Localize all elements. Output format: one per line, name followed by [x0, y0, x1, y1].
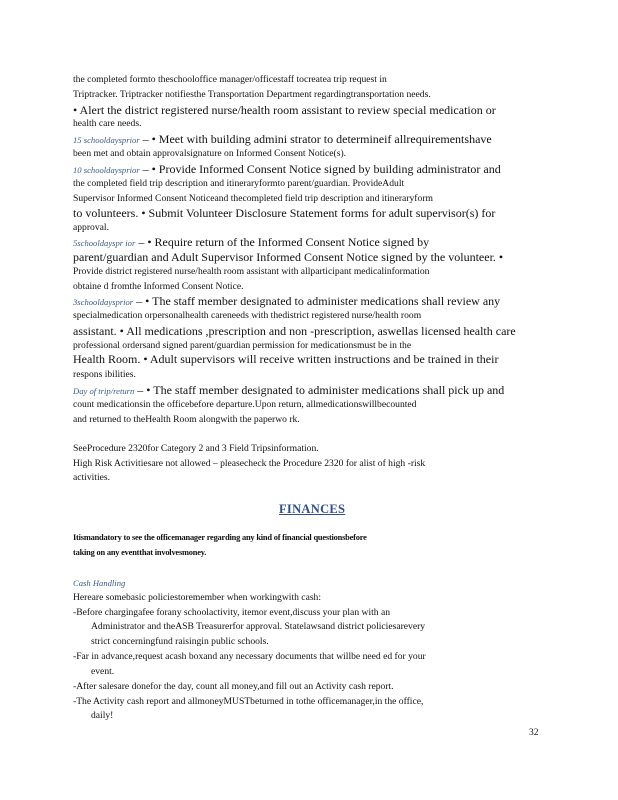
text-line: Administrator and theASB Treasurerfor approval. Statelawsand district policiesarevery [91, 621, 426, 632]
text-line: professional ordersand signed parent/guardian permission for medicationsmust be in the [73, 340, 412, 351]
text-line: 3schooldaysprior – • The staff member designated to administer medications shall review any [73, 294, 501, 308]
page-number: 32 [529, 728, 539, 738]
text-line: event. [91, 666, 115, 677]
text-line: specialmedication orpersonalhealth careneeds with thedistrict registered nurse/health room [73, 310, 422, 321]
text-line: strict concerningfund raisingin public schools. [91, 636, 269, 647]
subheading-cash-handling: Cash Handling [73, 578, 126, 588]
section-heading-finances: FINANCES [279, 502, 346, 516]
text-line: -Before chargingafee forany schoolactivity, itemor event,discuss your plan with an [73, 607, 391, 618]
text-line: to volunteers. • Submit Volunteer Disclosure Statement forms for adult supervisor(s) for [73, 206, 496, 220]
text-line: Itismandatory to see the officemanager regarding any kind of financial questionsbefore [73, 533, 367, 542]
text-line: Day of trip/return – • The staff member designated to administer medications shall pick up and [73, 383, 505, 397]
text-line: been met and obtain approvalsignature on Informed Consent Notice(s). [73, 148, 347, 159]
text-line: 10 schooldaysprior – • Provide Informed Consent Notice signed by building administrator and [73, 162, 501, 176]
text-line: -The Activity cash report and allmoneyMUSTbeturned in tothe officemanager,in the office, [73, 696, 424, 707]
timeline-label: Day of trip/return [73, 386, 135, 396]
text-line: Triptracker. Triptracker notifiesthe Transportation Department regardingtransportation needs. [73, 89, 431, 100]
text-line: obtaine d fromthe Informed Consent Notice. [73, 281, 244, 292]
text-line: health care needs. [73, 118, 142, 129]
text-line: Hereare somebasic policiestoremember when workingwith cash: [73, 592, 322, 603]
text-line: count medicationsin the officebefore departure.Upon return, allmedicationswillbecounted [73, 399, 417, 410]
text-line: • Alert the district registered nurse/health room assistant to review special medication or [73, 103, 496, 117]
text-line: taking on any eventthat involvesmoney. [73, 548, 207, 557]
timeline-label: 15 schooldaysprior [73, 135, 140, 145]
text-line: approval. [73, 222, 109, 233]
text-line: SeeProcedure 2320for Category 2 and 3 Field Tripsinformation. [73, 443, 319, 454]
text-line: -Far in advance,request acash boxand any necessary documents that willbe need ed for your [73, 651, 426, 662]
text-line: 5schooldayspr ior – • Require return of the Informed Consent Notice signed by [73, 235, 430, 249]
timeline-label: 10 schooldaysprior [73, 165, 140, 175]
text-line: and returned to theHealth Room alongwith the paperwo rk. [73, 414, 300, 425]
text-line: -After salesare donefor the day, count all money,and fill out an Activity cash report. [73, 681, 394, 692]
text-line: Provide district registered nurse/health room assistant with allparticipant medicalinformation [73, 266, 430, 277]
text-line: 15 schooldaysprior – • Meet with building admini strator to determineif allrequirementshave [73, 132, 492, 146]
text-line: daily! [91, 710, 114, 721]
timeline-label: 5schooldayspr ior [73, 238, 136, 248]
timeline-label: 3schooldaysprior [73, 297, 134, 307]
text-line: parent/guardian and Adult Supervisor Informed Consent Notice signed by the volunteer. • [73, 250, 504, 264]
text-line: respons ibilities. [73, 369, 136, 380]
text-line: the completed field trip description and itineraryformto parent/guardian. ProvideAdult [73, 178, 405, 189]
text-line: assistant. • All medications ,prescription and non -prescription, aswellas licensed health care [73, 324, 516, 338]
text-line: Health Room. • Adult supervisors will receive written instructions and be trained in their [73, 352, 499, 366]
text-line: activities. [73, 472, 111, 483]
text-line: the completed formto theschooloffice manager/officestaff tocreatea trip request in [73, 74, 387, 85]
text-line: Supervisor Informed Consent Noticeand thecompleted field trip description and itineraryform [73, 193, 433, 204]
text-line: High Risk Activitiesare not allowed – pleasecheck the Procedure 2320 for alist of high -risk [73, 458, 426, 469]
